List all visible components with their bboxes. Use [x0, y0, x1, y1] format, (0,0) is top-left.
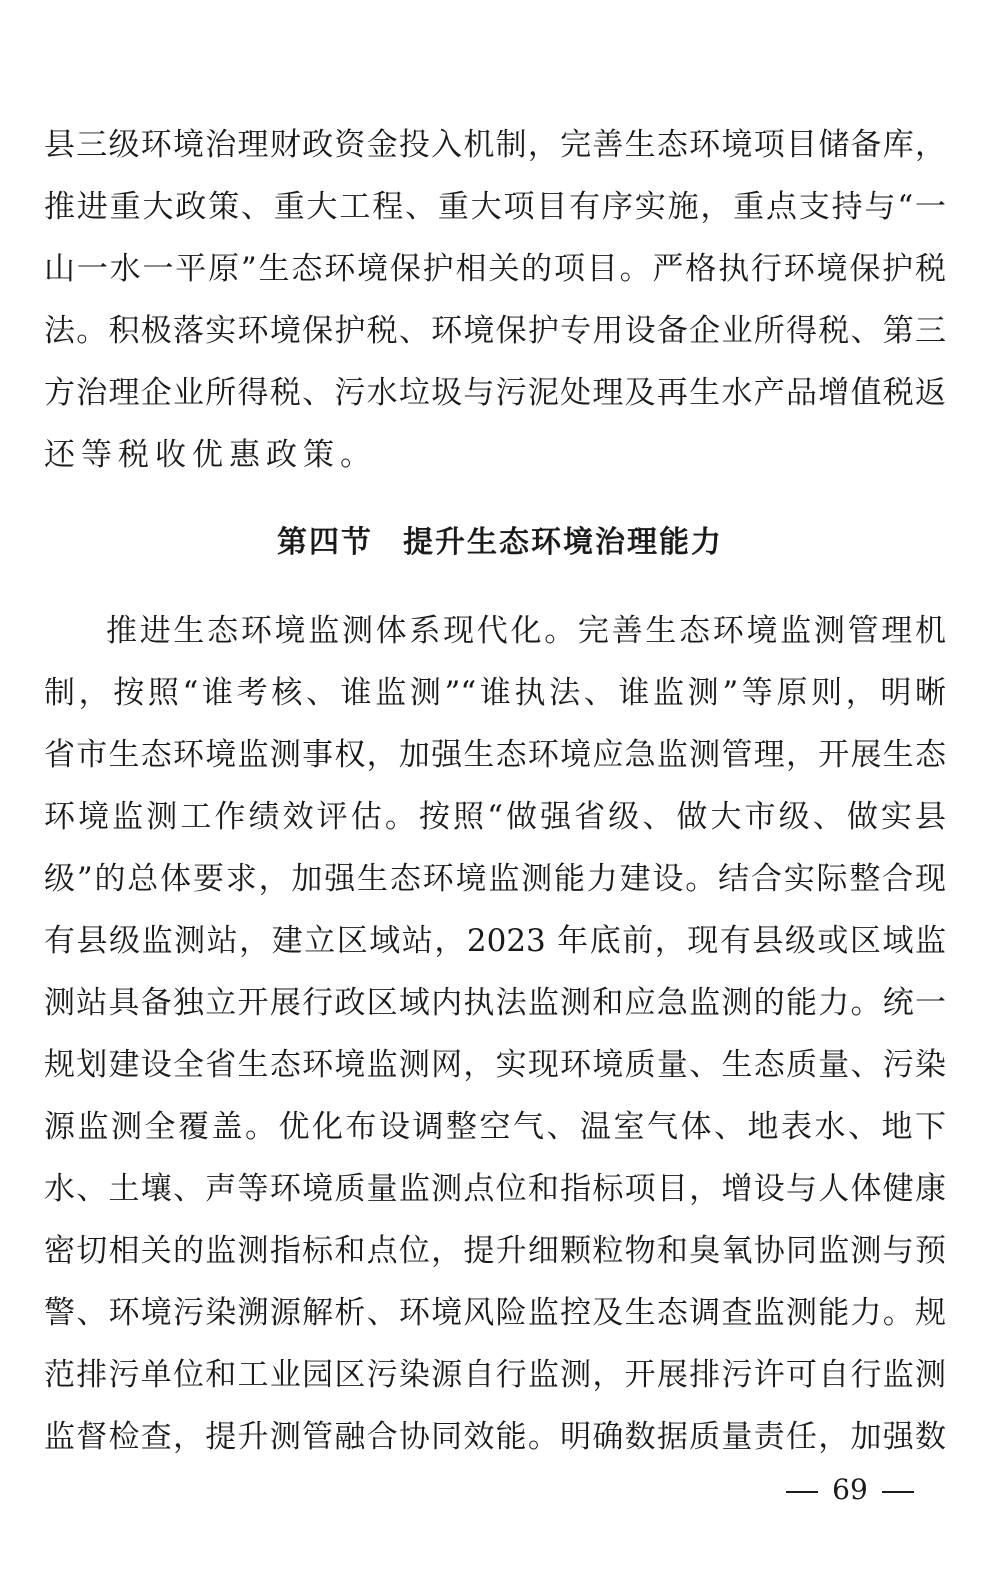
paragraph-line: 推进生态环境监测体系现代化。完善生态环境监测管理机: [106, 613, 946, 649]
paragraph-line: 有县级监测站，建立区域站，2023 年底前，现有县级或区域监: [44, 923, 946, 959]
paragraph-line: 测站具备独立开展行政区域内执法监测和应急监测的能力。统一: [44, 985, 946, 1021]
page-footer: [780, 1470, 920, 1510]
paragraph-line: 环境监测工作绩效评估。按照“做强省级、做大市级、做实县: [44, 799, 946, 835]
page-number: 69: [832, 1473, 868, 1506]
paragraph-line: 级”的总体要求，加强生态环境监测能力建设。结合实际整合现: [44, 861, 946, 897]
paragraph-line: 制，按照“谁考核、谁监测”“谁执法、谁监测”等原则，明晰: [44, 675, 946, 711]
paragraph-line: 法。积极落实环境保护税、环境保护专用设备企业所得税、第三: [44, 313, 946, 349]
section-heading: [0, 518, 1000, 568]
paragraph-line: 范排污单位和工业园区污染源自行监测，开展排污许可自行监测: [44, 1357, 946, 1393]
paragraph-line: 密切相关的监测指标和点位，提升细颗粒物和臭氧协同监测与预: [44, 1233, 946, 1269]
paragraph-line: 源监测全覆盖。优化布设调整空气、温室气体、地表水、地下: [44, 1109, 946, 1145]
paragraph-line: 规划建设全省生态环境监测网，实现环境质量、生态质量、污染: [44, 1047, 946, 1083]
paragraph-line: 省市生态环境监测事权，加强生态环境应急监测管理，开展生态: [44, 737, 946, 773]
paragraph-line: 县三级环境治理财政资金投入机制，完善生态环境项目储备库，: [44, 127, 946, 163]
paragraph-line: 水、土壤、声等环境质量监测点位和指标项目，增设与人体健康: [44, 1171, 946, 1207]
footer-dash-right: [882, 1491, 914, 1493]
section-title: 提升生态环境治理能力: [403, 525, 723, 560]
paragraph-line: 还等税收优惠政策。: [44, 437, 377, 473]
paragraph-line: 山一水一平原”生态环境保护相关的项目。严格执行环境保护税: [44, 251, 946, 287]
paragraph-line: 监督检查，提升测管融合协同效能。明确数据质量责任，加强数: [44, 1419, 946, 1455]
paragraph-line: 推进重大政策、重大工程、重大项目有序实施，重点支持与“一: [44, 189, 946, 225]
paragraph-line: 方治理企业所得税、污水垃圾与污泥处理及再生水产品增值税返: [44, 375, 946, 411]
footer-dash-left: [786, 1491, 818, 1493]
section-number: 第四节: [277, 525, 373, 560]
paragraph-line: 警、环境污染溯源解析、环境风险监控及生态调查监测能力。规: [44, 1295, 946, 1331]
